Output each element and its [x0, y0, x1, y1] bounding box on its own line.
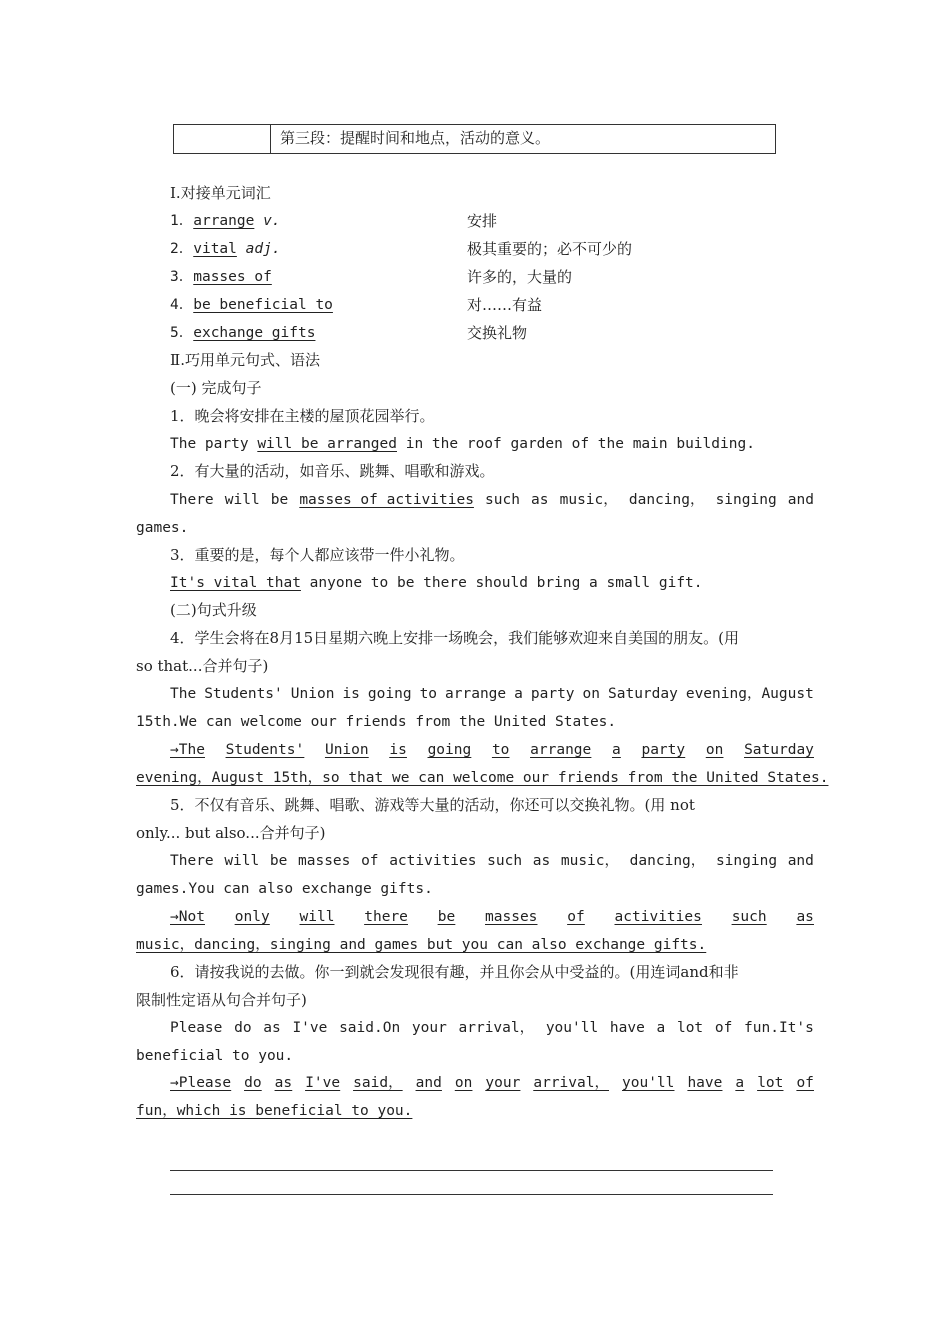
word: of	[796, 1075, 814, 1091]
question-5-cn-line2: only... but also...合并句子)	[136, 824, 326, 842]
word: masses	[485, 909, 538, 925]
word: fun.It's	[744, 1020, 814, 1036]
word: as	[274, 1075, 293, 1091]
vocab-meaning: 交换礼物	[467, 324, 528, 342]
word: have	[609, 1020, 645, 1036]
question-6-cn-line1: 6．请按我说的去做。你一到就会发现很有趣，并且你会从中受益的。(用连词and和非	[170, 963, 739, 981]
word: you'll	[622, 1075, 675, 1091]
word: There	[170, 853, 214, 869]
question-5-en-line2: games.You can also exchange gifts.	[136, 881, 433, 897]
word: singing	[715, 853, 778, 869]
word: there	[364, 909, 408, 925]
word: →The	[170, 742, 205, 758]
vocab-word: arrange	[193, 213, 255, 229]
word: music，	[560, 853, 620, 869]
vocab-item: 2．vital adj.	[170, 241, 281, 257]
question-6-answer-line1	[170, 1073, 814, 1093]
word: your	[411, 1020, 447, 1036]
word: on	[582, 686, 600, 702]
word: a	[612, 742, 621, 758]
question-6-answer-line2: fun，which is beneficial to you.	[136, 1103, 413, 1119]
table-cell-text: 第三段：提醒时间和地点，活动的意义。	[280, 129, 551, 147]
word: Union	[290, 686, 335, 702]
question-3-en: It's vital that anyone to be there should bring a small gift.	[170, 575, 703, 591]
question-4-cn-line1: 4．学生会将在8月15日星期六晚上安排一场晚会，我们能够欢迎来自美国的朋友。(用	[170, 629, 740, 647]
word: on	[705, 742, 724, 758]
word: have	[687, 1075, 723, 1091]
word: of	[361, 853, 379, 869]
question-5-en-line1	[170, 851, 814, 871]
question-2-cn: 2．有大量的活动，如音乐、跳舞、唱歌和游戏。	[170, 462, 495, 480]
vocab-item: 5．exchange gifts	[170, 325, 316, 341]
vocab-word: masses of	[193, 269, 272, 285]
word: The	[170, 686, 197, 702]
word: said.On	[339, 1020, 401, 1036]
word: activities	[614, 909, 702, 925]
vocab-item: 3．masses of	[170, 269, 272, 285]
word: Students'	[225, 742, 305, 758]
word: a	[514, 686, 523, 702]
vocab-word: vital	[193, 241, 237, 257]
question-1-en: The party will be arranged in the roof garden of the main building.	[170, 436, 755, 452]
word: I've	[292, 1020, 328, 1036]
word: →Please	[170, 1075, 232, 1091]
question-4-en-line2: 15th.We can welcome our friends from the United States.	[136, 714, 617, 730]
word: lot	[757, 1075, 784, 1091]
word: you'll	[545, 1020, 599, 1036]
word: do	[244, 1075, 262, 1091]
word: such	[731, 909, 767, 925]
subheading-complete: (一) 完成句子	[170, 379, 262, 397]
word: will	[224, 853, 260, 869]
word: to	[419, 686, 438, 702]
question-3-cn: 3．重要的是，每个人都应该带一件小礼物。	[170, 546, 465, 564]
vocab-meaning: 许多的，大量的	[467, 268, 573, 286]
vocab-word: exchange gifts	[193, 325, 316, 341]
question-5-answer-line2: music，dancing，singing and games but you can also exchange gifts.	[136, 937, 707, 953]
blank-answer-line	[170, 1194, 773, 1195]
vocab-meaning: 对……有益	[467, 296, 543, 314]
question-4-answer-line1	[170, 740, 814, 760]
word: said，	[353, 1075, 403, 1091]
vocab-meaning: 极其重要的；必不可少的	[467, 240, 633, 258]
subheading-upgrade: (二)句式升级	[170, 601, 257, 619]
vocab-word: be beneficial to	[193, 297, 333, 313]
vocab-meaning: 安排	[467, 212, 498, 230]
word: be	[269, 853, 288, 869]
question-2-en-line1: There will be masses of activities such as music， dancing， singing and	[170, 492, 814, 508]
word: a	[656, 1020, 666, 1036]
outline-table	[173, 124, 776, 154]
question-6-cn-line2: 限制性定语从句合并句子)	[136, 991, 307, 1009]
word: as	[796, 909, 814, 925]
question-6-en-line1	[170, 1018, 814, 1038]
word: arrange	[445, 686, 507, 702]
word: going	[367, 686, 412, 702]
vocab-item: 1．arrange v.	[170, 213, 281, 229]
question-4-answer-line2: evening，August 15th，so that we can welcome our friends from the United States.	[136, 770, 829, 786]
question-1-cn: 1．晚会将安排在主楼的屋顶花园举行。	[170, 407, 435, 425]
section-heading-sentences: Ⅱ.巧用单元句式、语法	[170, 351, 320, 369]
question-5-cn-line1: 5．不仅有音乐、跳舞、唱歌、游戏等大量的活动，你还可以交换礼物。(用 not	[170, 796, 695, 814]
word: Union	[324, 742, 369, 758]
question-4-cn-line2: so that...合并句子)	[136, 657, 269, 675]
question-5-answer-line1	[170, 907, 814, 927]
word: will	[299, 909, 335, 925]
section-heading-vocab: Ⅰ.对接单元词汇	[170, 184, 271, 202]
word: I've	[305, 1075, 341, 1091]
word: arrival，	[533, 1075, 609, 1091]
word: dancing，	[629, 853, 706, 869]
word: such	[487, 853, 523, 869]
word: party	[530, 686, 575, 702]
word: do	[234, 1020, 252, 1036]
word: of	[567, 909, 585, 925]
word: as	[263, 1020, 281, 1036]
question-6-en-line2: beneficial to you.	[136, 1048, 294, 1064]
word: be	[437, 909, 456, 925]
word: is	[389, 742, 407, 758]
word: a	[735, 1075, 745, 1091]
word: arrange	[530, 742, 592, 758]
word: only	[234, 909, 270, 925]
vocab-item: 4．be beneficial to	[170, 297, 333, 313]
answer: It's vital that	[170, 575, 301, 591]
blank-answer-line	[170, 1170, 773, 1171]
word: party	[641, 742, 686, 758]
answer: will be arranged	[257, 436, 397, 452]
word: of	[714, 1020, 733, 1036]
word: masses	[298, 853, 351, 869]
question-2-en-line2: games.	[136, 520, 189, 536]
word: and	[415, 1075, 442, 1091]
word: and	[787, 853, 814, 869]
word: Please	[170, 1020, 223, 1036]
word: →Not	[170, 909, 205, 925]
word: Saturday	[608, 686, 678, 702]
word: activities	[389, 853, 477, 869]
word: your	[485, 1075, 521, 1091]
word: arrival，	[458, 1020, 535, 1036]
word: as	[532, 853, 551, 869]
word: is	[342, 686, 360, 702]
word: going	[427, 742, 472, 758]
word: to	[491, 742, 510, 758]
word: lot	[676, 1020, 704, 1036]
word: Students'	[204, 686, 283, 702]
word: on	[454, 1075, 473, 1091]
answer: masses of activities	[299, 492, 474, 508]
table-empty-cell	[174, 125, 271, 153]
word: Saturday	[744, 742, 814, 758]
question-4-en-line1	[170, 684, 814, 704]
word: evening，August	[685, 686, 814, 702]
